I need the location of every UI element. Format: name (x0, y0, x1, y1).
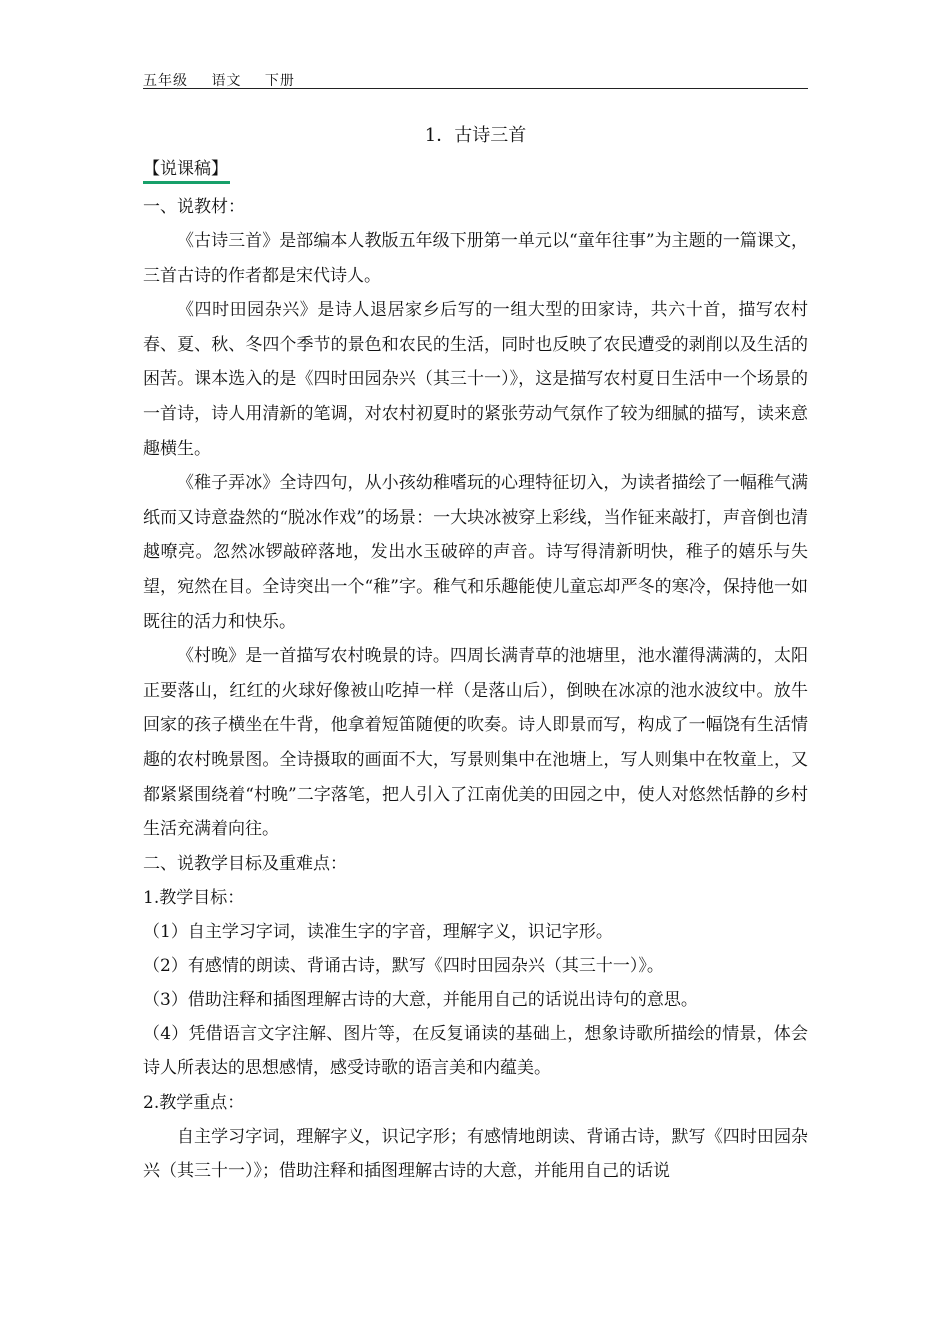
key-points-heading: 2.教学重点： (143, 1092, 245, 1113)
paragraph-cunwan: 《村晚》是一首描写农村晚景的诗。四周长满青草的池塘里，池水灌得满满的，太阳正要落山，红红的火球好像被山吃掉一样（是落山后），倒映在冰凉的池水波纹中。放牛回家的孩子横坐在牛背，他拿着短笛随便的吹奏。诗人即景而写，构成了一幅饶有生活情趣的农村晚景图。全诗摄取的画面不大，写景则集中在池塘上，写人则集中在牧童上，又都紧紧围绕着“村晚”二字落笔，把人引入了江南优美的田园之中，使人对悠然恬静的乡村生活充满着向往。 (143, 646, 808, 840)
goal-item: （3）借助注释和插图理解古诗的大意，并能用自己的话说出诗句的意思。 (143, 989, 698, 1010)
goal-item: （1）自主学习字词，读准生字的字音，理解字义，识记字形。 (143, 921, 613, 942)
key-points-text: 自主学习字词，理解字义，识记字形；有感情地朗读、背诵古诗，默写《四时田园杂兴（其三十一）》；借助注释和插图理解古诗的大意，并能用自己的话说 (143, 1126, 808, 1182)
paragraph-sishi: 《四时田园杂兴》是诗人退居家乡后写的一组大型的田家诗，共六十首，描写农村春、夏、秋、冬四个季节的景色和农民的生活，同时也反映了农民遭受的剥削以及生活的困苦。课本选入的是《四时田园杂兴（其三十一）》，这是描写农村夏日生活中一个场景的一首诗，诗人用清新的笔调，对农村初夏时的紧张劳动气氛作了较为细腻的描写，读来意趣横生。 (143, 300, 808, 459)
page-title: 1．古诗三首 (424, 125, 527, 146)
goal-item: （4）凭借语言文字注解、图片等，在反复诵读的基础上，想象诗歌所描绘的情景，体会诗人所表达的思想感情，感受诗歌的语言美和内蕴美。 (143, 1023, 808, 1079)
goals-heading: 1.教学目标： (143, 887, 245, 908)
header-subject: 语文 (211, 73, 242, 89)
header-grade: 五年级 (143, 73, 188, 89)
section-heading-2: 二、说教学目标及重难点： (143, 853, 347, 874)
paragraph-zhizi: 《稚子弄冰》全诗四句，从小孩幼稚嗜玩的心理特征切入，为读者描绘了一幅稚气满纸而又诗意盎然的“脱冰作戏”的场景：一大块冰被穿上彩线，当作钲来敲打，声音倒也清越嘹亮。忽然冰锣敲碎落地，发出水玉破碎的声音。诗写得清新明快，稚子的嬉乐与失望，宛然在目。全诗突出一个“稚”字。稚气和乐趣能使儿童忘却严冬的寒冷，保持他一如既往的活力和快乐。 (143, 473, 808, 632)
header-volume: 下册 (264, 73, 295, 89)
document-body (143, 124, 808, 1189)
section-heading-1: 一、说教材： (143, 197, 245, 217)
goal-item: （2）有感情的朗读、背诵古诗，默写《四时田园杂兴（其三十一）》。 (143, 955, 664, 976)
page-header (143, 70, 808, 89)
paragraph-intro: 《古诗三首》是部编本人教版五年级下册第一单元以“童年往事”为主题的一篇课文，三首古诗的作者都是宋代诗人。 (143, 231, 808, 286)
section-tag: 【说课稿】 (143, 158, 230, 184)
